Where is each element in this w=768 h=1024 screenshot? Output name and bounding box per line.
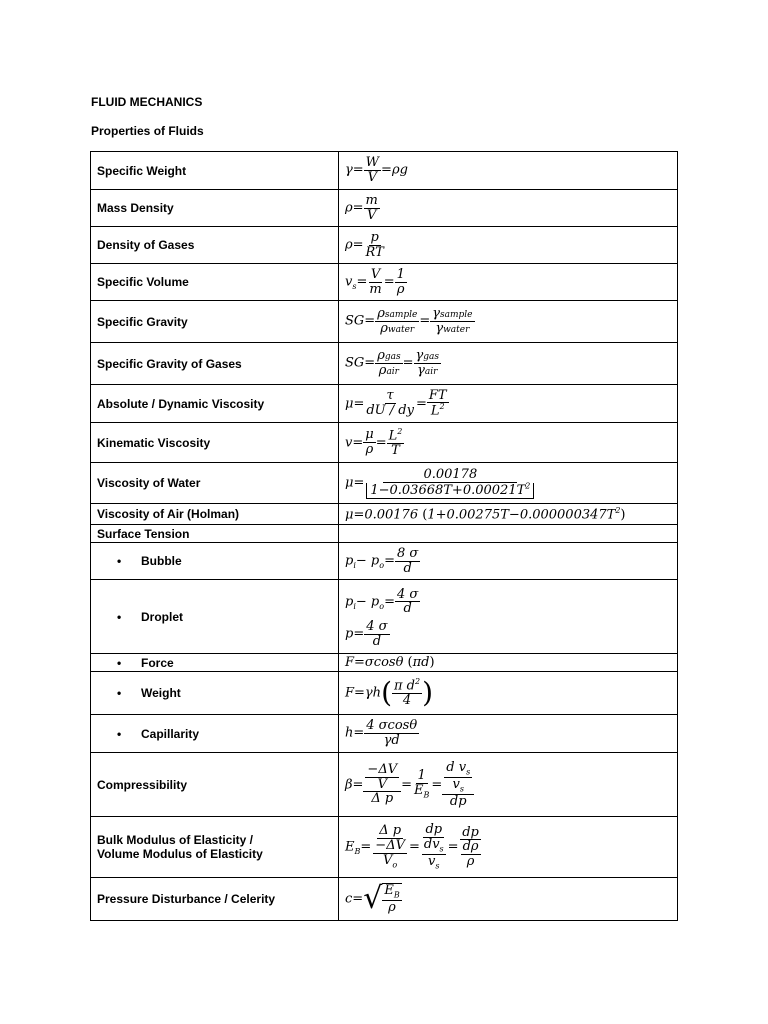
formula-mass-density: ρ= $\frac{m}{V}$	[339, 190, 678, 227]
row-label-bubble	[91, 543, 339, 580]
row-label-specific-volume: Specific Volume	[91, 264, 339, 301]
row-label-weight	[91, 672, 339, 715]
row-label-kinematic-viscosity: Kinematic Viscosity	[91, 423, 339, 463]
row-label-viscosity-of-water: Viscosity of Water	[91, 463, 339, 504]
table-row	[91, 672, 678, 715]
bullet: •	[117, 726, 122, 741]
bubble-label: Bubble	[141, 554, 182, 568]
formula-specific-gravity-gases: SG= ρgas ρair = γgas γair	[339, 343, 678, 385]
bulk-modulus-line2: Volume Modulus of Elasticity	[97, 847, 263, 861]
table-row	[91, 463, 678, 504]
formula-kinematic-viscosity: v= $\frac{\mu}{\rho}$ = $\frac{L^2}{T}$	[339, 423, 678, 463]
formula-capillarity: h= $\frac{4 \sigma\cos\theta}{\gamma d}$	[339, 715, 678, 753]
table-row	[91, 817, 678, 878]
air-viscosity-body: 1+0.00275T−0.000000347T	[427, 507, 616, 523]
table-row	[91, 343, 678, 385]
weight-label: Weight	[141, 686, 181, 700]
row-label-specific-gravity-gases: Specific Gravity of Gases	[91, 343, 339, 385]
force-label: Force	[141, 655, 174, 670]
formula-weight: F=γh( $\frac{\pi d^2}{4}$ )	[339, 672, 678, 715]
table-row	[91, 504, 678, 525]
row-label-absolute-viscosity: Absolute / Dynamic Viscosity	[91, 385, 339, 423]
bullet: •	[117, 655, 122, 670]
formula-surface-tension-empty	[339, 525, 678, 543]
bullet: •	[117, 554, 122, 568]
bulk-modulus-line1: Bulk Modulus of Elasticity /	[97, 833, 254, 847]
formula-density-of-gases: ρ= $\frac{p}{RT}$	[339, 227, 678, 264]
row-label-compressibility: Compressibility	[91, 753, 339, 817]
table-row	[91, 878, 678, 921]
formula-compressibility: β= $\frac{-\Delta V}{V}$ Δ p = $\frac{1}{E_B}$ = $\frac{d v_s}{v_s}$ dp	[339, 753, 678, 817]
formula-droplet: $p_i- p_o=$ $\frac{4 \sigma}{d}$ p= $\frac{4 \sigma}{d}$	[339, 580, 678, 654]
table-row	[91, 190, 678, 227]
formula-specific-volume: $v_s=$ $\frac{V}{m}$ = $\frac{1}{\rho}$	[339, 264, 678, 301]
table-row	[91, 301, 678, 343]
table-row	[91, 654, 678, 672]
row-label-specific-gravity: Specific Gravity	[91, 301, 339, 343]
formula-bubble: $p_i- p_o=$ $\frac{8 \sigma}{d}$	[339, 543, 678, 580]
row-label-capillarity	[91, 715, 339, 753]
water-viscosity-denominator: 1−0.03668T+0.00021T	[370, 483, 526, 499]
air-viscosity-lead: μ=0.00176	[345, 507, 419, 523]
capillarity-label: Capillarity	[141, 726, 200, 741]
table-row	[91, 227, 678, 264]
row-label-mass-density: Mass Density	[91, 190, 339, 227]
formula-specific-gravity: SG= ρsample ρwater = γsample γwater	[339, 301, 678, 343]
table-row	[91, 580, 678, 654]
table-row	[91, 152, 678, 190]
table-row	[91, 715, 678, 753]
formula-viscosity-of-water: μ= $\frac{0.00178}{1-0.03668T+0.00021T^2}$	[339, 463, 678, 504]
row-label-droplet	[91, 580, 339, 654]
formula-force: F=σcosθ (πd)	[339, 654, 678, 672]
row-label-surface-tension: Surface Tension	[91, 525, 339, 543]
row-label-density-of-gases: Density of Gases	[91, 227, 339, 264]
row-label-viscosity-of-air: Viscosity of Air (Holman)	[91, 504, 339, 525]
water-viscosity-numerator: 0.00178	[383, 468, 517, 483]
bullet: •	[117, 609, 122, 624]
table-row	[91, 264, 678, 301]
formula-bulk-modulus: $E_B=$ Δ p $\frac{-\Delta V}{V_o}$ = dp $dv_s$ $v_s$ = dp $\frac{d\rho}{\rho}$	[339, 817, 678, 878]
bullet: •	[117, 686, 122, 700]
section-title: Properties of Fluids	[91, 124, 204, 138]
table-row	[91, 525, 678, 543]
row-label-celerity: Pressure Disturbance / Celerity	[91, 878, 339, 921]
table-row	[91, 423, 678, 463]
table-row	[91, 753, 678, 817]
row-label-force	[91, 654, 339, 672]
row-label-specific-weight: Specific Weight	[91, 152, 339, 190]
formula-absolute-viscosity: μ= $\frac{\tau}{dU / dy}$ = $\frac{FT}{L^2}$	[339, 385, 678, 423]
formula-specific-weight: γ= $\frac{W}{V}$ =ρg	[339, 152, 678, 190]
droplet-label: Droplet	[141, 609, 183, 624]
table-row	[91, 385, 678, 423]
document-title: FLUID MECHANICS	[91, 95, 203, 109]
properties-table	[90, 151, 678, 921]
row-label-bulk-modulus	[91, 817, 339, 878]
formula-celerity: c= √ $\frac{E_B}{\rho}$	[339, 878, 678, 921]
table-row	[91, 543, 678, 580]
formula-viscosity-of-air: μ=0.00176 $(1+0.00275T-0.000000347T^2)$	[339, 504, 678, 525]
